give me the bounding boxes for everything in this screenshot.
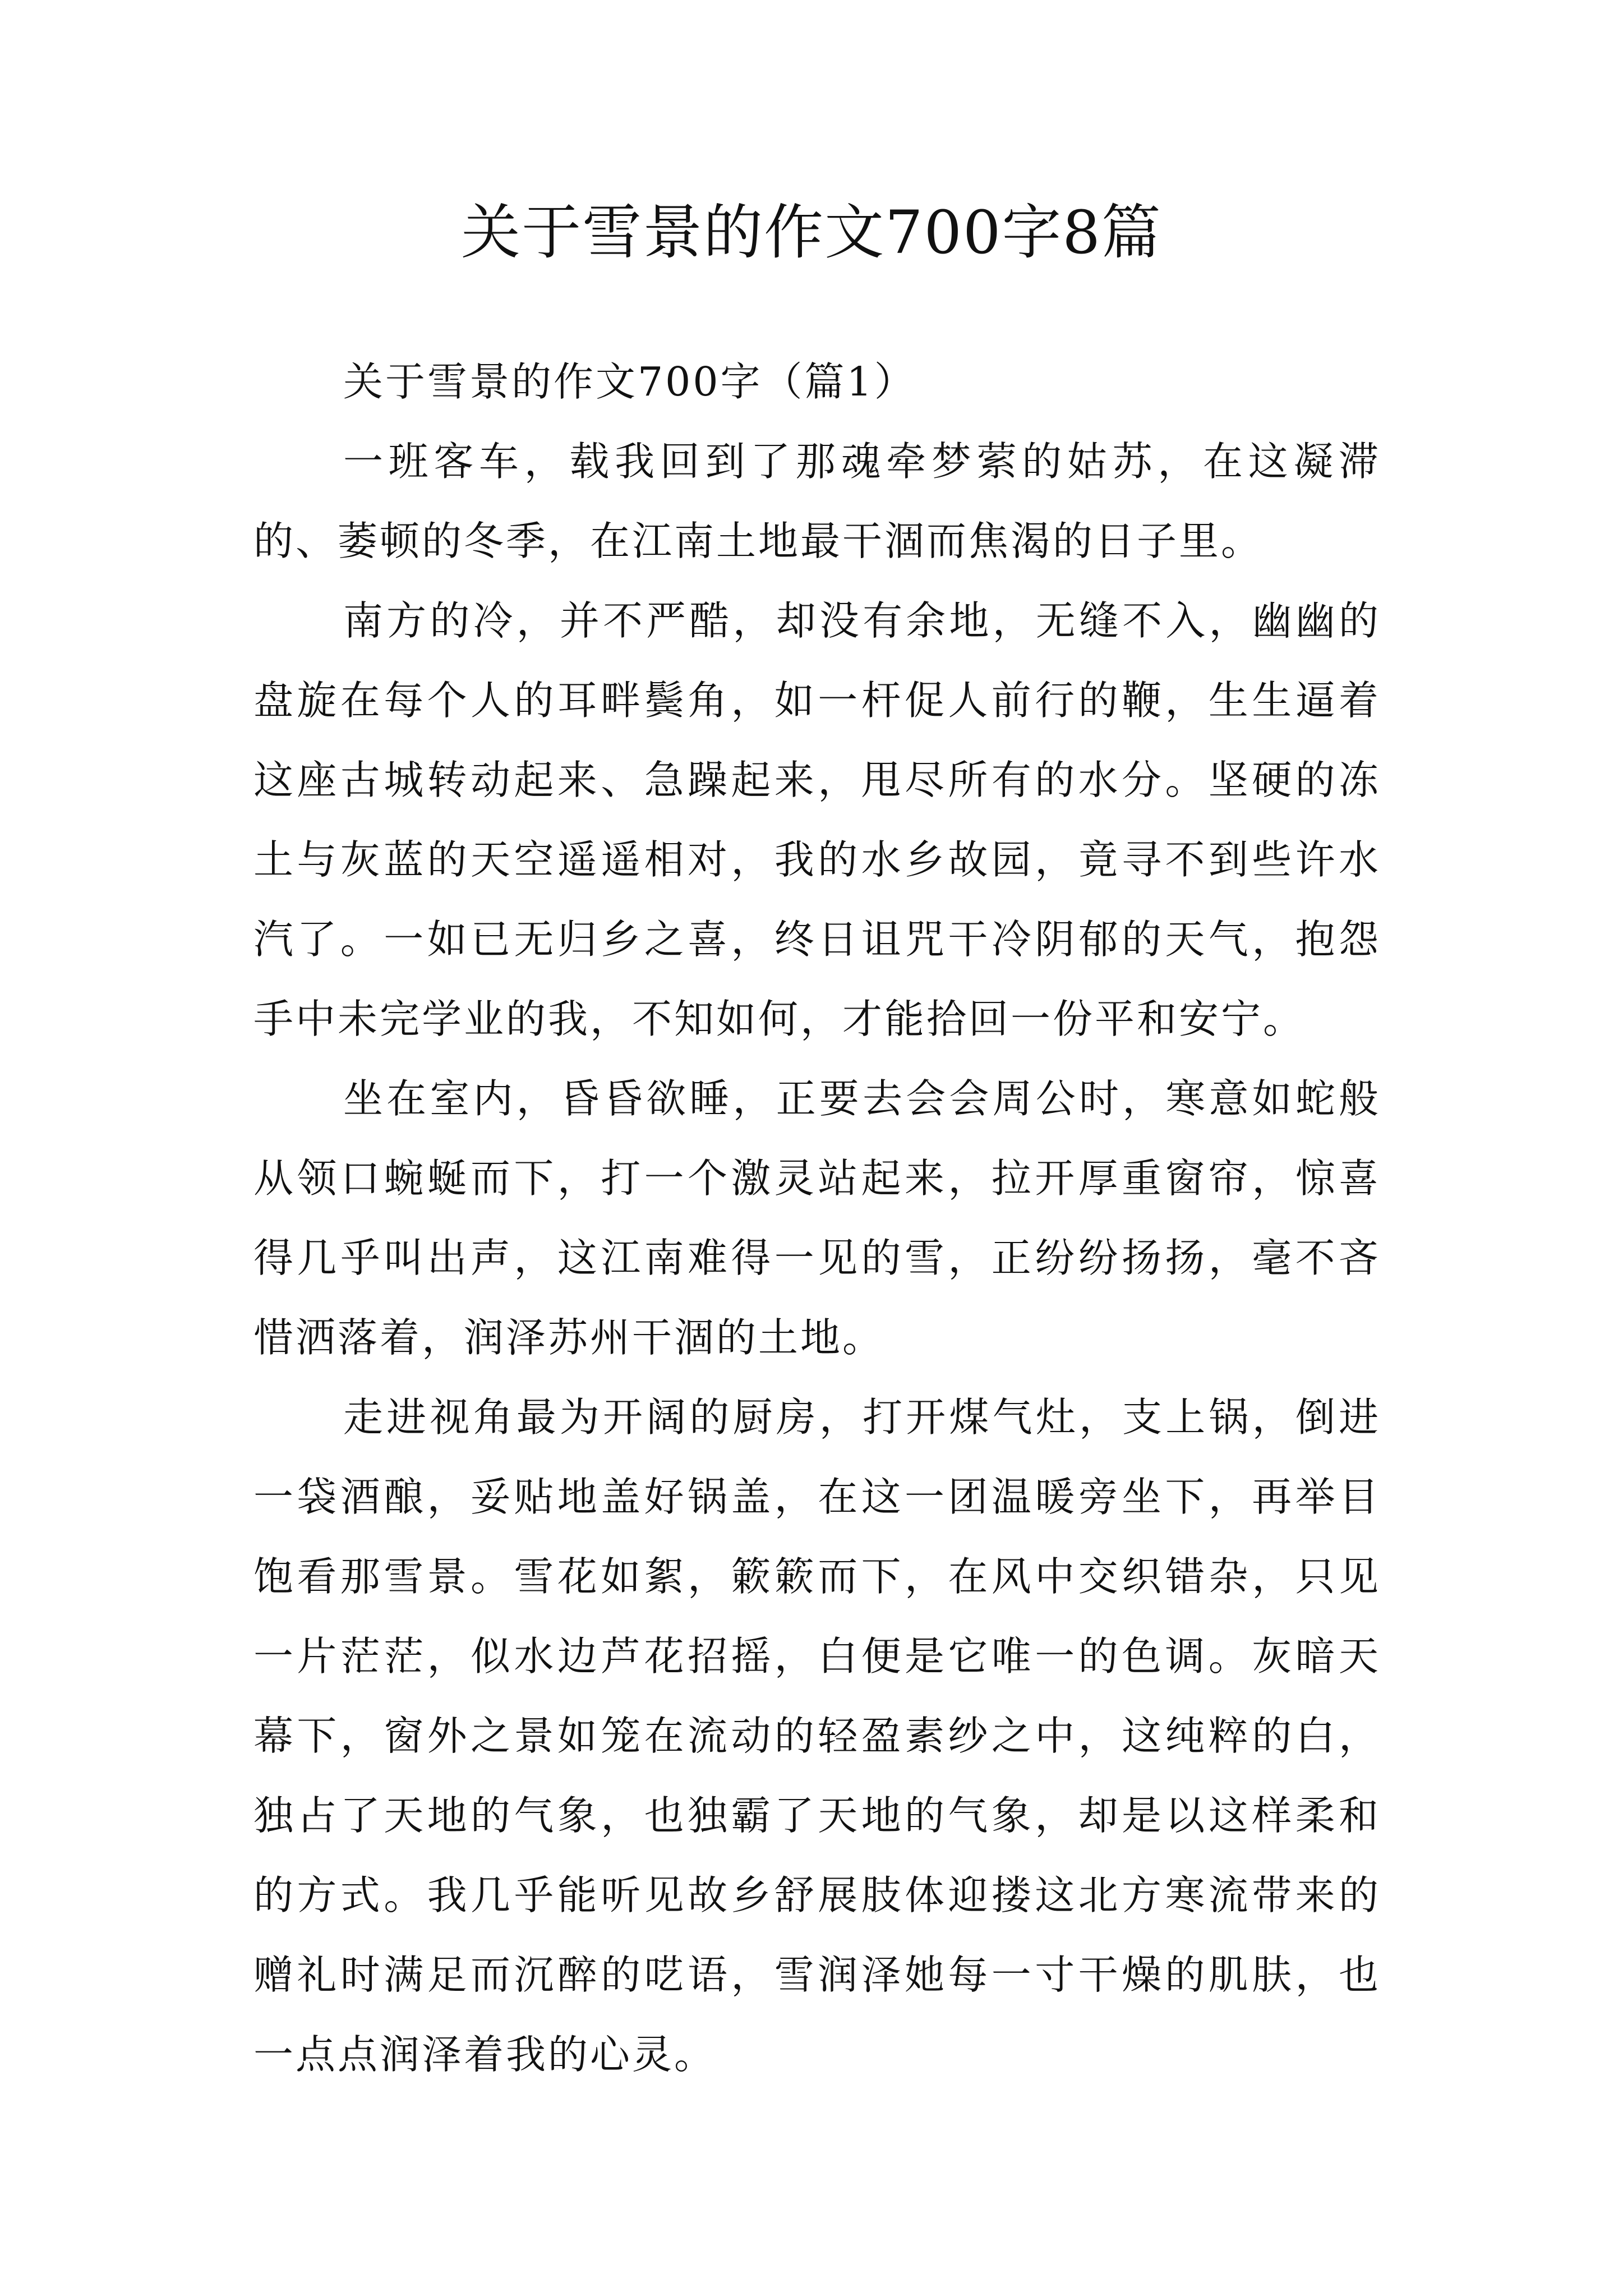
paragraph: 走进视角最为开阔的厨房，打开煤气灶，支上锅，倒进一袋酒酿，妥贴地盖好锅盖，在这一团温暖旁坐下，再举目饱看那雪景。雪花如絮，簌簌而下，在风中交织错杂，只见一片茫茫，似水边芦花招摇，白便是它唯一的色调。灰暗天幕下，窗外之景如笼在流动的轻盈素纱之中，这纯粹的白，独占了天地的气象，也独霸了天地的气象，却是以这样柔和的方式。我几乎能听见故乡舒展肢体迎搂这北方寒流带来的赠礼时满足而沉醉的呓语，雪润泽她每一寸干燥的肌肤，也一点点润泽着我的心灵。 — [253, 1394, 1381, 2078]
paragraph: 一班客车，载我回到了那魂牵梦萦的姑苏，在这凝滞的、萎顿的冬季，在江南土地最干涸而焦渴的日子里。 — [253, 438, 1381, 564]
section-heading: 关于雪景的作文700字（篇1） — [343, 358, 916, 405]
paragraph: 南方的冷，并不严酷，却没有余地，无缝不入，幽幽的盘旋在每个人的耳畔鬓角，如一杆促人前行的鞭，生生逼着这座古城转动起来、急躁起来，甩尽所有的水分。坚硬的冻土与灰蓝的天空遥遥相对，我的水乡故园，竟寻不到些许水汽了。一如已无归乡之喜，终日诅咒干冷阴郁的天气，抱怨手中未完学业的我，不知如何，才能拾回一份平和安宁。 — [253, 597, 1381, 1042]
paragraph: 坐在室内，昏昏欲睡，正要去会会周公时，寒意如蛇般从领口蜿蜒而下，打一个激灵站起来，拉开厚重窗帘，惊喜得几乎叫出声，这江南难得一见的雪，正纷纷扬扬，毫不吝惜洒落着，润泽苏州干涸的土地。 — [253, 1075, 1381, 1361]
document-title: 关于雪景的作文700字8篇 — [461, 198, 1162, 267]
document-body — [253, 342, 1381, 2095]
